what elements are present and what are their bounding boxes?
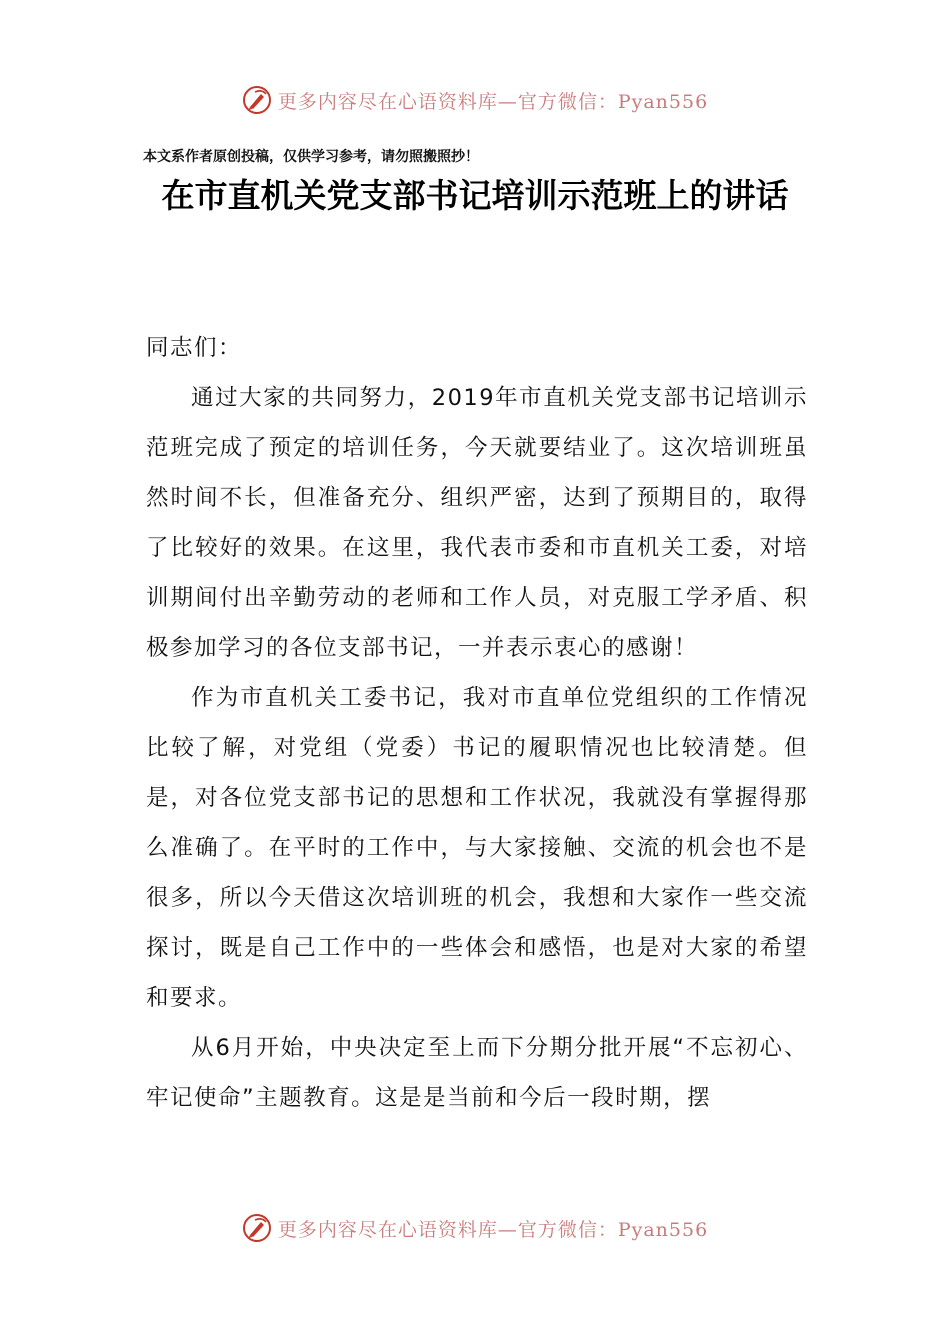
banner-text: 更多内容尽在心语资料库—官方微信：Pyan556 xyxy=(277,1218,709,1241)
salutation: 同志们： xyxy=(146,335,243,361)
banner-text: 更多内容尽在心语资料库—官方微信：Pyan556 xyxy=(277,90,709,113)
pen-nib-icon xyxy=(242,1213,272,1243)
copyright-notice: 本文系作者原创投稿，仅供学习参考，请勿照搬照抄！ xyxy=(143,149,479,165)
paragraph: 从6月开始，中央决定至上而下分期分批开展“不忘初心、牢记使命”主题教育。这是是当前和今后一段时期，摆 xyxy=(146,1035,808,1111)
pen-nib-icon xyxy=(242,85,272,115)
paragraph: 通过大家的共同努力，2019年市直机关党支部书记培训示范班完成了预定的培训任务，今天就要结业了。这次培训班虽然时间不长，但准备充分、组织严密，达到了预期目的，取得了比较好的效果。在这里，我代表市委和市直机关工委，对培训期间付出辛勤劳动的老师和工作人员，对克服工学矛盾、积极参加学习的各位支部书记，一并表示衷心的感谢！ xyxy=(146,385,808,661)
paragraph: 作为市直机关工委书记，我对市直单位党组织的工作情况比较了解，对党组（党委）书记的履职情况也比较清楚。但是，对各位党支部书记的思想和工作状况，我就没有掌握得那么准确了。在平时的工作中，与大家接触、交流的机会也不是很多，所以今天借这次培训班的机会，我想和大家作一些交流探讨，既是自己工作中的一些体会和感悟，也是对大家的希望和要求。 xyxy=(146,685,808,1011)
header-banner xyxy=(0,80,950,120)
footer-banner xyxy=(0,1208,950,1248)
document-body xyxy=(146,323,808,1123)
page-title: 在市直机关党支部书记培训示范班上的讲话 xyxy=(161,176,789,215)
